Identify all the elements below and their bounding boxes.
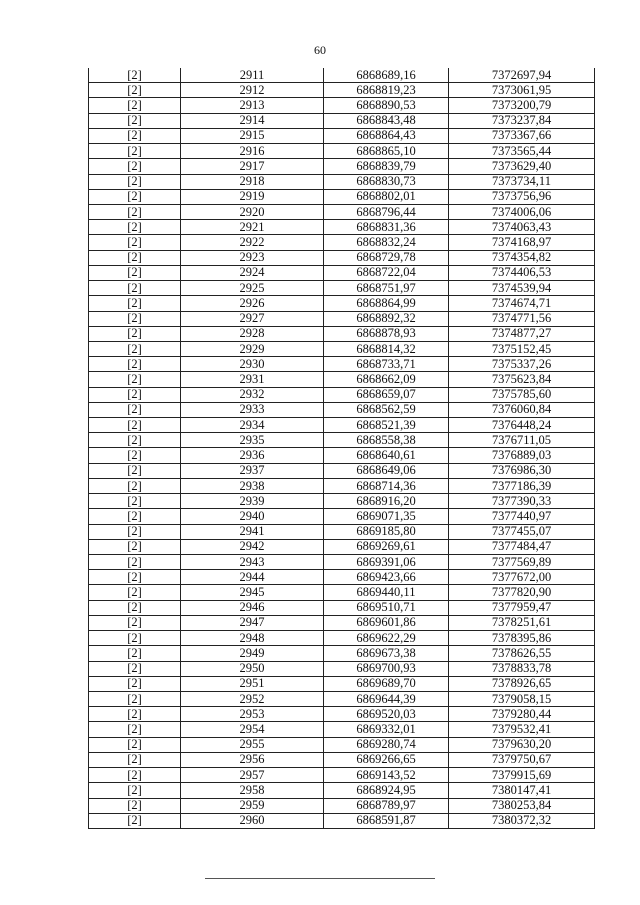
point-number-cell: 2920 (181, 204, 324, 219)
source-ref-cell: [2] (89, 509, 181, 524)
point-number-cell: 2952 (181, 691, 324, 706)
x-coordinate-cell: 6868591,87 (324, 813, 449, 828)
point-number-cell: 2956 (181, 752, 324, 767)
source-ref-cell: [2] (89, 418, 181, 433)
table-row (89, 524, 595, 539)
x-coordinate-cell: 6868562,59 (324, 402, 449, 417)
x-coordinate-cell: 6868521,39 (324, 418, 449, 433)
x-coordinate-cell: 6869266,65 (324, 752, 449, 767)
table-row (89, 326, 595, 341)
source-ref-cell: [2] (89, 813, 181, 828)
table-row (89, 113, 595, 128)
table-row (89, 68, 595, 83)
table-row (89, 798, 595, 813)
point-number-cell: 2937 (181, 463, 324, 478)
source-ref-cell: [2] (89, 676, 181, 691)
y-coordinate-cell: 7375152,45 (449, 341, 595, 356)
source-ref-cell: [2] (89, 357, 181, 372)
point-number-cell: 2916 (181, 144, 324, 159)
source-ref-cell: [2] (89, 737, 181, 752)
point-number-cell: 2958 (181, 783, 324, 798)
point-number-cell: 2928 (181, 326, 324, 341)
x-coordinate-cell: 6868864,99 (324, 296, 449, 311)
x-coordinate-cell: 6868659,07 (324, 387, 449, 402)
source-ref-cell: [2] (89, 341, 181, 356)
point-number-cell: 2949 (181, 646, 324, 661)
point-number-cell: 2938 (181, 478, 324, 493)
source-ref-cell: [2] (89, 296, 181, 311)
x-coordinate-cell: 6868819,23 (324, 83, 449, 98)
point-number-cell: 2933 (181, 402, 324, 417)
point-number-cell: 2936 (181, 448, 324, 463)
x-coordinate-cell: 6869423,66 (324, 570, 449, 585)
point-number-cell: 2934 (181, 418, 324, 433)
source-ref-cell: [2] (89, 98, 181, 113)
source-ref-cell: [2] (89, 113, 181, 128)
point-number-cell: 2943 (181, 555, 324, 570)
table-row (89, 707, 595, 722)
y-coordinate-cell: 7377440,97 (449, 509, 595, 524)
y-coordinate-cell: 7378926,65 (449, 676, 595, 691)
page-number: 60 (314, 43, 326, 57)
x-coordinate-cell: 6868892,32 (324, 311, 449, 326)
table-row (89, 357, 595, 372)
x-coordinate-cell: 6868878,93 (324, 326, 449, 341)
y-coordinate-cell: 7377959,47 (449, 600, 595, 615)
y-coordinate-cell: 7378395,86 (449, 631, 595, 646)
y-coordinate-cell: 7378251,61 (449, 615, 595, 630)
table-body (89, 68, 595, 828)
source-ref-cell: [2] (89, 311, 181, 326)
y-coordinate-cell: 7374168,97 (449, 235, 595, 250)
table-row (89, 813, 595, 828)
source-ref-cell: [2] (89, 555, 181, 570)
y-coordinate-cell: 7379630,20 (449, 737, 595, 752)
source-ref-cell: [2] (89, 600, 181, 615)
table-row (89, 722, 595, 737)
y-coordinate-cell: 7380372,32 (449, 813, 595, 828)
table-row (89, 463, 595, 478)
source-ref-cell: [2] (89, 646, 181, 661)
table-row (89, 418, 595, 433)
y-coordinate-cell: 7373734,11 (449, 174, 595, 189)
point-number-cell: 2953 (181, 707, 324, 722)
table-row (89, 448, 595, 463)
table-row (89, 220, 595, 235)
point-number-cell: 2919 (181, 189, 324, 204)
y-coordinate-cell: 7378833,78 (449, 661, 595, 676)
point-number-cell: 2917 (181, 159, 324, 174)
table-row (89, 402, 595, 417)
table-row (89, 631, 595, 646)
table-row (89, 250, 595, 265)
point-number-cell: 2925 (181, 281, 324, 296)
x-coordinate-cell: 6868832,24 (324, 235, 449, 250)
y-coordinate-cell: 7373629,40 (449, 159, 595, 174)
table-row (89, 585, 595, 600)
table-row (89, 128, 595, 143)
y-coordinate-cell: 7380147,41 (449, 783, 595, 798)
point-number-cell: 2932 (181, 387, 324, 402)
x-coordinate-cell: 6868789,97 (324, 798, 449, 813)
y-coordinate-cell: 7375785,60 (449, 387, 595, 402)
source-ref-cell: [2] (89, 722, 181, 737)
point-number-cell: 2941 (181, 524, 324, 539)
table-row (89, 661, 595, 676)
x-coordinate-cell: 6868722,04 (324, 265, 449, 280)
source-ref-cell: [2] (89, 524, 181, 539)
x-coordinate-cell: 6869440,11 (324, 585, 449, 600)
point-number-cell: 2940 (181, 509, 324, 524)
table-row (89, 174, 595, 189)
x-coordinate-cell: 6868843,48 (324, 113, 449, 128)
point-number-cell: 2915 (181, 128, 324, 143)
y-coordinate-cell: 7374354,82 (449, 250, 595, 265)
x-coordinate-cell: 6869269,61 (324, 539, 449, 554)
y-coordinate-cell: 7377390,33 (449, 494, 595, 509)
x-coordinate-cell: 6868831,36 (324, 220, 449, 235)
y-coordinate-cell: 7376060,84 (449, 402, 595, 417)
source-ref-cell: [2] (89, 159, 181, 174)
point-number-cell: 2945 (181, 585, 324, 600)
point-number-cell: 2947 (181, 615, 324, 630)
source-ref-cell: [2] (89, 387, 181, 402)
y-coordinate-cell: 7375337,26 (449, 357, 595, 372)
point-number-cell: 2948 (181, 631, 324, 646)
table-row (89, 768, 595, 783)
y-coordinate-cell: 7378626,55 (449, 646, 595, 661)
y-coordinate-cell: 7373367,66 (449, 128, 595, 143)
source-ref-cell: [2] (89, 691, 181, 706)
table-row (89, 341, 595, 356)
x-coordinate-cell: 6868916,20 (324, 494, 449, 509)
source-ref-cell: [2] (89, 372, 181, 387)
y-coordinate-cell: 7374063,43 (449, 220, 595, 235)
table-row (89, 509, 595, 524)
source-ref-cell: [2] (89, 433, 181, 448)
x-coordinate-cell: 6868864,43 (324, 128, 449, 143)
y-coordinate-cell: 7373565,44 (449, 144, 595, 159)
x-coordinate-cell: 6868689,16 (324, 68, 449, 83)
source-ref-cell: [2] (89, 570, 181, 585)
point-number-cell: 2950 (181, 661, 324, 676)
source-ref-cell: [2] (89, 402, 181, 417)
point-number-cell: 2913 (181, 98, 324, 113)
table-row (89, 98, 595, 113)
source-ref-cell: [2] (89, 798, 181, 813)
table-row (89, 676, 595, 691)
point-number-cell: 2959 (181, 798, 324, 813)
table-row (89, 494, 595, 509)
y-coordinate-cell: 7374539,94 (449, 281, 595, 296)
footer-rule (205, 878, 435, 879)
x-coordinate-cell: 6869143,52 (324, 768, 449, 783)
point-number-cell: 2931 (181, 372, 324, 387)
y-coordinate-cell: 7376448,24 (449, 418, 595, 433)
x-coordinate-cell: 6868714,36 (324, 478, 449, 493)
point-number-cell: 2954 (181, 722, 324, 737)
point-number-cell: 2921 (181, 220, 324, 235)
y-coordinate-cell: 7377186,39 (449, 478, 595, 493)
source-ref-cell: [2] (89, 128, 181, 143)
x-coordinate-cell: 6869622,29 (324, 631, 449, 646)
table-row (89, 646, 595, 661)
x-coordinate-cell: 6869071,35 (324, 509, 449, 524)
source-ref-cell: [2] (89, 83, 181, 98)
y-coordinate-cell: 7374006,06 (449, 204, 595, 219)
x-coordinate-cell: 6869391,06 (324, 555, 449, 570)
y-coordinate-cell: 7373061,95 (449, 83, 595, 98)
source-ref-cell: [2] (89, 326, 181, 341)
table-row (89, 783, 595, 798)
y-coordinate-cell: 7379750,67 (449, 752, 595, 767)
table-row (89, 235, 595, 250)
x-coordinate-cell: 6869510,71 (324, 600, 449, 615)
x-coordinate-cell: 6868796,44 (324, 204, 449, 219)
point-number-cell: 2923 (181, 250, 324, 265)
x-coordinate-cell: 6868830,73 (324, 174, 449, 189)
table-row (89, 570, 595, 585)
source-ref-cell: [2] (89, 661, 181, 676)
coordinates-table (88, 68, 595, 829)
x-coordinate-cell: 6868733,71 (324, 357, 449, 372)
point-number-cell: 2927 (181, 311, 324, 326)
point-number-cell: 2942 (181, 539, 324, 554)
point-number-cell: 2918 (181, 174, 324, 189)
source-ref-cell: [2] (89, 478, 181, 493)
x-coordinate-cell: 6869185,80 (324, 524, 449, 539)
table-row (89, 478, 595, 493)
y-coordinate-cell: 7373756,96 (449, 189, 595, 204)
source-ref-cell: [2] (89, 707, 181, 722)
table-row (89, 539, 595, 554)
source-ref-cell: [2] (89, 539, 181, 554)
table-row (89, 311, 595, 326)
point-number-cell: 2951 (181, 676, 324, 691)
point-number-cell: 2960 (181, 813, 324, 828)
source-ref-cell: [2] (89, 189, 181, 204)
table-row (89, 189, 595, 204)
x-coordinate-cell: 6868890,53 (324, 98, 449, 113)
x-coordinate-cell: 6868839,79 (324, 159, 449, 174)
point-number-cell: 2912 (181, 83, 324, 98)
table-row (89, 144, 595, 159)
source-ref-cell: [2] (89, 220, 181, 235)
source-ref-cell: [2] (89, 585, 181, 600)
y-coordinate-cell: 7380253,84 (449, 798, 595, 813)
point-number-cell: 2922 (181, 235, 324, 250)
table-row (89, 615, 595, 630)
table-row (89, 83, 595, 98)
source-ref-cell: [2] (89, 494, 181, 509)
table-row (89, 752, 595, 767)
x-coordinate-cell: 6868558,38 (324, 433, 449, 448)
point-number-cell: 2946 (181, 600, 324, 615)
source-ref-cell: [2] (89, 144, 181, 159)
source-ref-cell: [2] (89, 235, 181, 250)
y-coordinate-cell: 7376889,03 (449, 448, 595, 463)
x-coordinate-cell: 6869280,74 (324, 737, 449, 752)
y-coordinate-cell: 7377820,90 (449, 585, 595, 600)
source-ref-cell: [2] (89, 68, 181, 83)
y-coordinate-cell: 7377569,89 (449, 555, 595, 570)
table-row (89, 600, 595, 615)
y-coordinate-cell: 7374674,71 (449, 296, 595, 311)
y-coordinate-cell: 7372697,94 (449, 68, 595, 83)
point-number-cell: 2924 (181, 265, 324, 280)
x-coordinate-cell: 6868729,78 (324, 250, 449, 265)
table-row (89, 691, 595, 706)
y-coordinate-cell: 7374877,27 (449, 326, 595, 341)
x-coordinate-cell: 6868751,97 (324, 281, 449, 296)
x-coordinate-cell: 6869689,70 (324, 676, 449, 691)
point-number-cell: 2957 (181, 768, 324, 783)
y-coordinate-cell: 7376711,05 (449, 433, 595, 448)
y-coordinate-cell: 7379058,15 (449, 691, 595, 706)
point-number-cell: 2929 (181, 341, 324, 356)
x-coordinate-cell: 6868640,61 (324, 448, 449, 463)
source-ref-cell: [2] (89, 281, 181, 296)
x-coordinate-cell: 6868924,95 (324, 783, 449, 798)
y-coordinate-cell: 7379532,41 (449, 722, 595, 737)
x-coordinate-cell: 6868662,09 (324, 372, 449, 387)
y-coordinate-cell: 7373237,84 (449, 113, 595, 128)
x-coordinate-cell: 6868649,06 (324, 463, 449, 478)
y-coordinate-cell: 7377455,07 (449, 524, 595, 539)
source-ref-cell: [2] (89, 250, 181, 265)
x-coordinate-cell: 6869700,93 (324, 661, 449, 676)
table-row (89, 387, 595, 402)
point-number-cell: 2939 (181, 494, 324, 509)
point-number-cell: 2926 (181, 296, 324, 311)
y-coordinate-cell: 7375623,84 (449, 372, 595, 387)
point-number-cell: 2955 (181, 737, 324, 752)
source-ref-cell: [2] (89, 631, 181, 646)
source-ref-cell: [2] (89, 752, 181, 767)
source-ref-cell: [2] (89, 204, 181, 219)
x-coordinate-cell: 6869332,01 (324, 722, 449, 737)
source-ref-cell: [2] (89, 265, 181, 280)
table-row (89, 204, 595, 219)
table-row (89, 281, 595, 296)
source-ref-cell: [2] (89, 463, 181, 478)
point-number-cell: 2944 (181, 570, 324, 585)
table-row (89, 296, 595, 311)
table-row (89, 159, 595, 174)
source-ref-cell: [2] (89, 768, 181, 783)
x-coordinate-cell: 6868865,10 (324, 144, 449, 159)
x-coordinate-cell: 6869601,86 (324, 615, 449, 630)
x-coordinate-cell: 6869673,38 (324, 646, 449, 661)
source-ref-cell: [2] (89, 783, 181, 798)
y-coordinate-cell: 7377484,47 (449, 539, 595, 554)
table-row (89, 737, 595, 752)
source-ref-cell: [2] (89, 615, 181, 630)
y-coordinate-cell: 7376986,30 (449, 463, 595, 478)
y-coordinate-cell: 7374406,53 (449, 265, 595, 280)
table-row (89, 372, 595, 387)
point-number-cell: 2930 (181, 357, 324, 372)
source-ref-cell: [2] (89, 448, 181, 463)
point-number-cell: 2935 (181, 433, 324, 448)
x-coordinate-cell: 6869520,03 (324, 707, 449, 722)
y-coordinate-cell: 7379280,44 (449, 707, 595, 722)
x-coordinate-cell: 6868814,32 (324, 341, 449, 356)
y-coordinate-cell: 7373200,79 (449, 98, 595, 113)
y-coordinate-cell: 7379915,69 (449, 768, 595, 783)
x-coordinate-cell: 6868802,01 (324, 189, 449, 204)
point-number-cell: 2911 (181, 68, 324, 83)
y-coordinate-cell: 7377672,00 (449, 570, 595, 585)
source-ref-cell: [2] (89, 174, 181, 189)
table-row (89, 265, 595, 280)
table-row (89, 555, 595, 570)
point-number-cell: 2914 (181, 113, 324, 128)
table-row (89, 433, 595, 448)
x-coordinate-cell: 6869644,39 (324, 691, 449, 706)
y-coordinate-cell: 7374771,56 (449, 311, 595, 326)
